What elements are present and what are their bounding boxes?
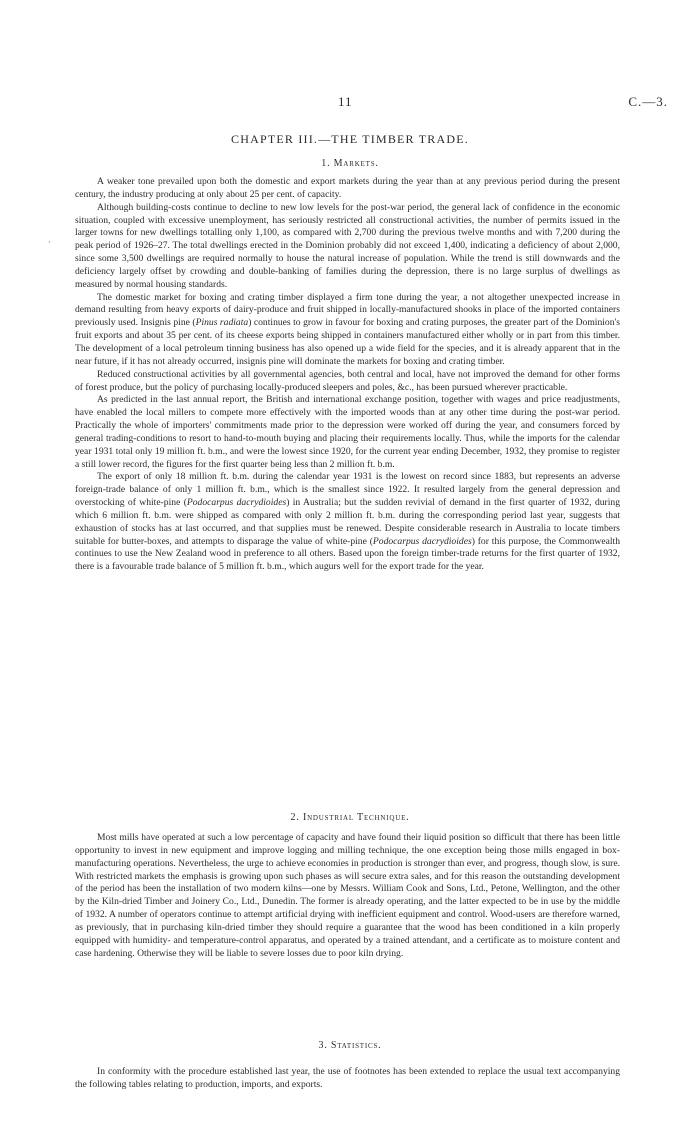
margin-mark: · <box>48 237 51 247</box>
paragraph: The export of only 18 million ft. b.m. during the calendar year 1931 is the lowest on record since 1883, but represents an adverse foreign-trade balance of only 1 million ft. b.m., which is the smallest since 1922. It resulted largely from the general depression and overstocking of white-pine (Podocarpus dacrydioides) in Australia; but the sudden revivial of demand in the first quarter of 1932, during which 6 million ft. b.m. were shipped as compared with only 2 million ft. b.m. during the corresponding period last year, suggests that exhaustion of stocks has at last occurred, and that supplies must be renewed. Despite considerable research in Australia to locate timbers suitable for butter-boxes, and attempts to disparage the value of white-pine (Podocarpus dacrydioides) for this purpose, the Commonwealth continues to use the New Zealand wood in preference to all others. Based upon the foreign timber-trade returns for the first quarter of 1932, there is a favourable trade balance of 5 million ft. b.m., which augurs well for the export trade for the year. <box>75 471 620 573</box>
page-number: 11 <box>338 94 353 109</box>
chapter-title: CHAPTER III.—THE TIMBER TRADE. <box>231 132 469 146</box>
paragraph: The domestic market for boxing and crating timber displayed a firm tone during the year, a not altogether unexpected increase in demand resulting from heavy exports of dairy-produce and fruit shipped in locally-manufactured shooks in place of the imported containers previously used. Insignis pine (Pinus radiata) continues to grow in favour for boxing and crating purposes, the greater part of the Dominion's fruit exports and about 35 per cent. of its cheese exports being shipped in containers manufactured either wholly or in part from this timber. The development of a local petroleum tinning business has also opened up a wide field for the species, and it is already apparent that in the near future, if it has not already occurred, insignis pine will dominate the markets for boxing and crating timber. <box>75 291 620 367</box>
section-body-statistics <box>75 1066 620 1092</box>
paragraph: In conformity with the procedure established last year, the use of footnotes has been extended to replace the usual text accompanying the following tables relating to production, imports, and exports. <box>75 1066 620 1090</box>
section-heading-industrial-technique: 2. Industrial Technique. <box>290 812 410 823</box>
paragraph: Most mills have operated at such a low percentage of capacity and have found their liquid position so difficult that there has been little opportunity to invest in new equipment and improve logging and milling technique, the one exception being those mills engaged in box-manufacturing operations. Nevertheless, the urge to achieve economies in production is stronger than ever, and progress, though slow, is sure. With restricted markets the emphasis is growing upon such phases as will secure extra sales, and for this reason the outstanding development of the period has been the installation of two modern kilns—one by Messrs. William Cook and Sons, Ltd., Petone, Wellington, and the other by the Kiln-dried Timber and Joinery Co., Ltd., Dunedin. The former is already operating, and the latter expected to be in use by the middle of 1932. A number of operators continue to attempt artificial drying with inefficient equipment and control. Wood-users are therefore warned, as previously, that in purchasing kiln-dried timber they should require a guarantee that the wood has been conditioned in a kiln properly equipped with humidity- and temperature-control apparatus, and operated by a trained attendant, and a certificate as to moisture content and case hardening. Otherwise they will be liable to severe losses due to poor kiln drying. <box>75 832 620 959</box>
section-heading-statistics: 3. Statistics. <box>318 1040 382 1051</box>
paragraph: As predicted in the last annual report, the British and international exchange position, together with wages and price readjustments, have enabled the local millers to compete more effectively with the imported woods than at any other time during the post-war period. Practically the whole of importers' commitments made prior to the depression were worked off during the year, and consumers forced by general trading-conditions to resort to hand-to-mouth buying and placing their requirements locally. Thus, while the imports for the calendar year 1931 total only 19 million ft. b.m., and were the lowest since 1920, for the current year ending December, 1932, they promise to register a still lower record, the figures for the first quarter being less than 2 million ft. b.m. <box>75 394 620 470</box>
paragraph: A weaker tone prevailed upon both the domestic and export markets during the year than at any previous period during the present century, the industry producing at only about 25 per cent. of capacity. <box>75 176 620 200</box>
section-body-markets <box>75 176 620 574</box>
document-reference: C.—3. <box>628 94 668 109</box>
paragraph: Although building-costs continue to decline to new low levels for the post-war period, the general lack of confidence in the economic situation, coupled with excessive unemployment, has seriously restricted all constructional activities, the number of permits issued in the larger towns for new dwellings totalling only 1,100, as compared with 2,700 during the previous twelve months and with 7,200 during the peak period of 1926–27. The total dwellings erected in the Dominion probably did not exceed 1,400, indicating a deficiency of about 2,000, since some 3,500 dwellings are required normally to house the natural increase of population. While the trend is still downwards and the deficiency largely offset by crowding and double-banking of families during the depression, there is no large surplus of dwellings as measured by normal housing standards. <box>75 201 620 290</box>
section-heading-markets: 1. Markets. <box>321 158 379 169</box>
section-body-industrial-technique <box>75 832 620 960</box>
paragraph: Reduced constructional activities by all governmental agencies, both central and local, have not improved the demand for other forms of forest produce, but the policy of purchasing locally-produced sleepers and poles, &c., has been pursued wherever practicable. <box>75 368 620 393</box>
